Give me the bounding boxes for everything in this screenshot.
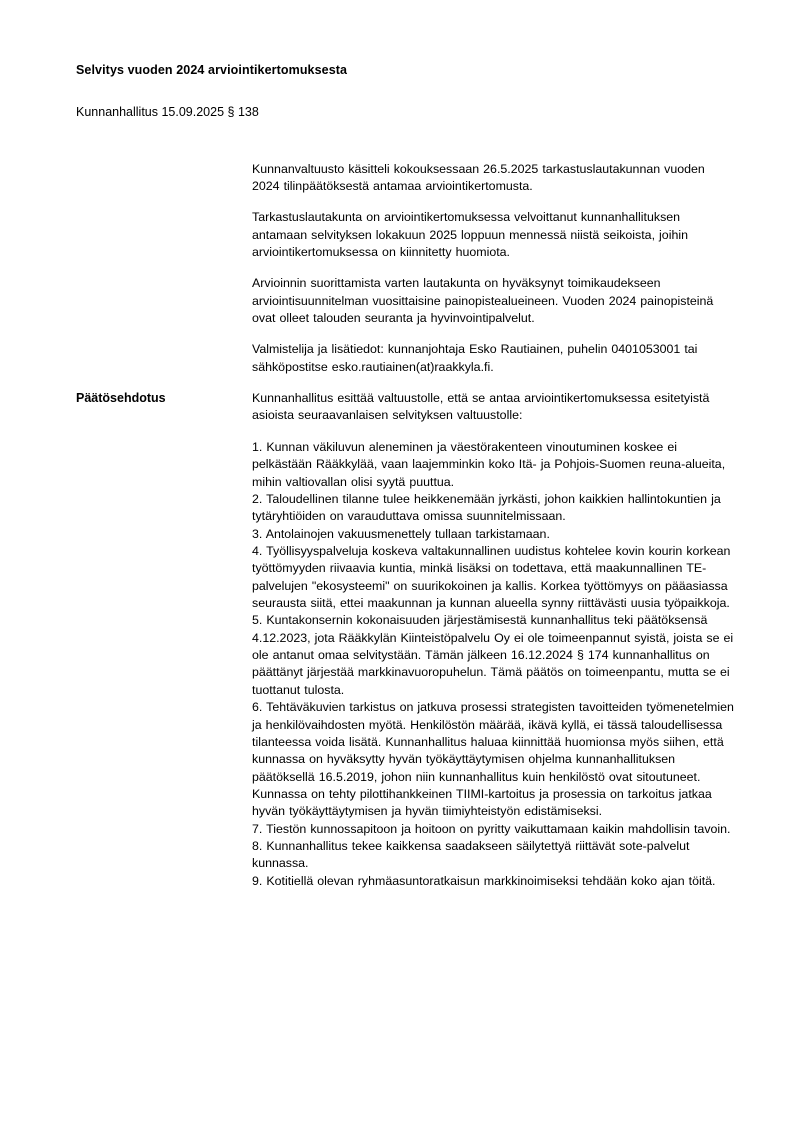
decision-items-list: [252, 439, 736, 890]
decision-item-1: 1. Kunnan väkiluvun aleneminen ja väestörakenteen vinoutuminen koskee ei pelkästään Rääkkylää, vaan laajemminkin koko Itä- ja Pohjois-Suomen reuna-alueita, mihin valtiovallan olisi syytä puuttua.: [252, 439, 726, 489]
decision-item-3: 3. Antolainojen vakuusmenettely tullaan tarkistamaan.: [252, 526, 550, 541]
decision-item-8: 8. Kunnanhallitus tekee kaikkensa saadakseen säilytettyä riittävät sote-palvelut kunnassa.: [252, 839, 690, 871]
decision-item-5: 5. Kuntakonsernin kokonaisuuden järjestämisestä kunnanhallitus teki päätöksensä 4.12.2023, jota Rääkkylän Kiinteistöpalvelu Oy ei ole toimeenpannut syistä, joista se ei ole antanut omaa selvitystään. Tämän jälkeen 16.12.2024 § 174 kunnanhallitus on päättänyt järjestää markkinavuoropuhelun. Tämä päätös on toimeenpantu, mutta se ei tuottanut tulosta.: [252, 613, 734, 697]
decision-lead-paragraph: Kunnanhallitus esittää valtuustolle, että se antaa arviointikertomuksessa esitetyistä asioista seuraavanlaisen selvityksen valtuustolle:: [252, 391, 710, 423]
intro-paragraph-2: Tarkastuslautakunta on arviointikertomuksessa velvoittanut kunnanhallituksen antamaan selvityksen lokakuun 2025 loppuun mennessä niistä seikoista, joihin arviointikertomuksessa on kiinnitetty huomiota.: [252, 210, 688, 259]
page-title: Selvitys vuoden 2024 arviointikertomuksesta: [76, 63, 348, 77]
decision-proposal-label: Päätösehdotus: [76, 391, 166, 406]
decision-item-2: 2. Taloudellinen tilanne tulee heikkenemään jyrkästi, johon kaikkien hallintokuntien ja tytäryhtiöiden on varauduttava omissa suunnitelmissaan.: [252, 491, 721, 524]
document-body: [76, 161, 736, 891]
decision-item-4: 4. Työllisyyspalveluja koskeva valtakunnallinen uudistus kohtelee kovin kourin korkean työttömyyden riivaavia kuntia, minkä lisäksi on todettava, että maakunnallinen TE-palvelujen "ekosysteemi" on suurikokoinen ja kallis. Korkea työttömyys on pääasiassa seurausta siitä, ettei maakunnan ja kunnan alueella synny riittävästi uusia työpaikkoja.: [252, 543, 731, 611]
intro-paragraph-3: Arvioinnin suorittamista varten lautakunta on hyväksynyt toimikaudekseen arviointisuunnitelman vuosittaisine painopistealueineen. Vuoden 2024 painopisteinä ovat olleet talouden seuranta ja hyvinvointipalvelut.: [252, 276, 714, 326]
decision-proposal-section: [76, 390, 736, 890]
document-subtitle: Kunnanhallitus 15.09.2025 § 138: [76, 105, 259, 120]
intro-paragraph-1: Kunnanvaltuusto käsitteli kokouksessaan 26.5.2025 tarkastuslautakunnan vuoden 2024 tilinpäätöksestä antamaa arviointikertomusta.: [252, 161, 705, 193]
decision-item-7: 7. Tiestön kunnossapitoon ja hoitoon on pyritty vaikuttamaan kaikin mahdollisin tavoin.: [252, 821, 731, 836]
decision-item-6: 6. Tehtäväkuvien tarkistus on jatkuva prosessi strategisten tavoitteiden työmenetelmien ja henkilövaihdosten myötä. Henkilöstön määrää, ikävä kyllä, ei tässä taloudellisessa tilanteessa voida lisätä. Kunnanhallitus haluaa kiinnittää huomionsa myös siihen, että kunnassa on hyväksytty hyvän työkäyttäytymisen ohjelma kunnanhallituksen päätöksellä 16.5.2019, johon niin kunnanhallitus kuin henkilöstö ovat sitoutuneet. Kunnassa on tehty pilottihankkeinen TIIMI-kartoitus ja prosessia on tarkoitus jatkaa hyvän työkäyttäytymisen ja hyvän tiimiyhteistyön edistämiseksi.: [252, 700, 734, 819]
intro-paragraph-4: Valmistelija ja lisätiedot: kunnanjohtaja Esko Rautiainen, puhelin 0401053001 tai sähköpostitse esko.rautiainen(at)raakkyla.fi.: [252, 342, 698, 374]
decision-item-9: 9. Kotitiellä olevan ryhmäasuntoratkaisun markkinoimiseksi tehdään koko ajan töitä.: [252, 873, 716, 888]
